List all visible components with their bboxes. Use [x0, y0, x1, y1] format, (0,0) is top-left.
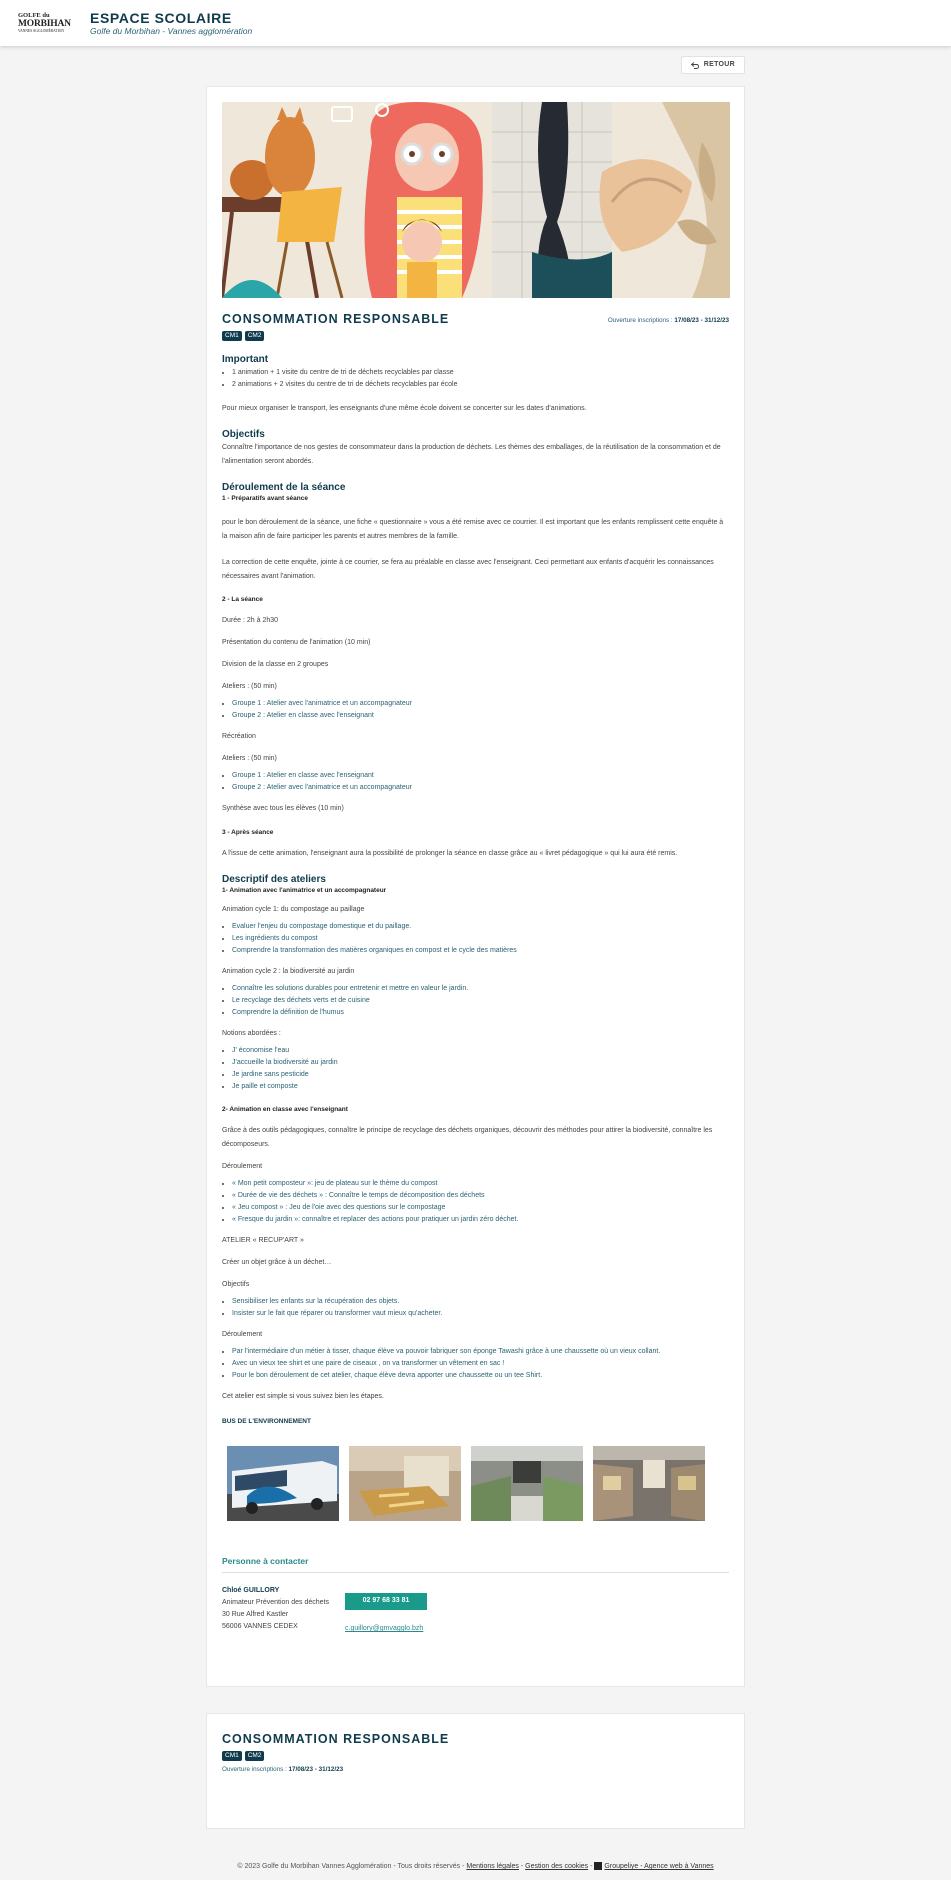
deroulement-list-2	[222, 1346, 729, 1382]
list-item: • Groupe 1 : Atelier avec l'animatrice et un accompagnateur	[232, 698, 729, 710]
list-item: • Je paille et composte	[232, 1081, 729, 1093]
step3-paragraph: A l'issue de cette animation, l'enseignant aura la possibilité de prolonger la séance en classe grâce au « livret pédagogique » qui lui aura été remis.	[222, 849, 678, 857]
logo-line-1: GOLFE du	[18, 11, 50, 19]
recup-title: ATELIER « RECUP'ART »	[222, 1237, 304, 1245]
list-item: • Les ingrédients du compost	[232, 933, 729, 945]
bus-title: BUS DE L'ENVIRONNEMENT	[222, 1418, 311, 1426]
agency-link[interactable]: Groupeliye - Agence web à Vannes	[604, 1863, 714, 1870]
list-item: • Evaluer l'enjeu du compostage domestique et du paillage.	[232, 921, 729, 933]
part1-title: 1- Animation avec l'animatrice et un accompagnateur	[222, 886, 387, 894]
list-item: • Je jardine sans pesticide	[232, 1069, 729, 1081]
bus-photo-interior-2[interactable]	[471, 1446, 583, 1521]
step1-paragraph-1: pour le bon déroulement de la séance, une fiche « questionnaire » vous a été remise avec ce courrier. Il est important que les enfants remplissent cette enquête à la maison afin de faire participer les parents et autres membres de la famille.	[222, 518, 724, 540]
descriptif-heading: Descriptif des ateliers	[222, 873, 326, 885]
ateliers-label-2: Ateliers : (50 min)	[222, 754, 277, 762]
mentions-legales-link[interactable]: Mentions légales	[466, 1863, 519, 1870]
ateliers-list-2	[222, 770, 729, 794]
step1-paragraph-2: La correction de cette enquête, jointe à ce courrier, se fera au préalable en classe avec l'enseignant. Ceci permettant aux enfants d'acquérir les connaissances nécessaires avant l'animation.	[222, 558, 714, 580]
level-tags	[222, 331, 449, 341]
tag-cm2: CM2	[245, 331, 265, 341]
contact-city: 56006 VANNES CEDEX	[222, 1623, 298, 1630]
retour-row	[0, 46, 951, 76]
cycle1-label: Animation cycle 1: du compostage au paillage	[222, 906, 365, 914]
list-item: • J' économise l'eau	[232, 1045, 729, 1057]
bus-photo-gallery	[222, 1446, 729, 1521]
objectifs-label: Objectifs	[222, 1281, 250, 1289]
ateliers-label-1: Ateliers : (50 min)	[222, 682, 277, 690]
list-item: • Comprendre la transformation des matières organiques en compost et le cycle des matières	[232, 945, 729, 957]
summary-title: CONSOMMATION RESPONSABLE	[222, 1732, 450, 1746]
cycle2-label: Animation cycle 2 : la biodiversité au jardin	[222, 968, 355, 976]
summary-registration-dates	[222, 1765, 729, 1774]
dates-value: 17/08/23 - 31/12/23	[674, 317, 729, 324]
notions-list	[222, 1045, 729, 1093]
hero-illustration	[222, 102, 730, 298]
list-item: • Pour le bon déroulement de cet atelier, chaque élève devra apporter une chaussette ou un tee Shirt.	[232, 1370, 729, 1382]
tag-cm1: CM1	[222, 331, 242, 341]
list-item: • Groupe 2 : Atelier avec l'animatrice et un accompagnateur	[232, 782, 729, 794]
list-item: • « Fresque du jardin »: connaître et replacer des actions pour pratiquer un jardin zéro déchet.	[232, 1214, 729, 1226]
cycle2-list	[222, 983, 729, 1019]
footer-separator: -	[588, 1863, 595, 1870]
summary-level-tags	[222, 1751, 729, 1761]
retour-label: RETOUR	[703, 60, 735, 68]
agency-logo-icon	[594, 1862, 602, 1870]
top-bar	[0, 0, 951, 46]
tag-cm1: CM1	[222, 1751, 242, 1761]
tag-cm2: CM2	[245, 1751, 265, 1761]
back-arrow-icon	[691, 62, 699, 69]
transport-note: Pour mieux organiser le transport, les enseignants d'une même école doivent se concerter sur les dates d'animations.	[222, 404, 587, 412]
objectifs-heading: Objectifs	[222, 428, 265, 440]
division: Division de la classe en 2 groupes	[222, 660, 329, 668]
site-subtitle: Golfe du Morbihan - Vannes agglomération	[90, 25, 253, 36]
part2-paragraph: Grâce à des outils pédagogiques, connaître le principe de recyclage des déchets organiques, découvrir des méthodes pour attirer la biodiversité, connaître les décomposeurs.	[222, 1127, 713, 1149]
contact-name: Chloé GUILLORY	[222, 1587, 280, 1594]
objectifs-text: Connaître l'importance de nos gestes de consommateur dans la production de déchets. Les thèmes des emballages, de la réutilisation de la consommation et de l'alimentation seront abordés.	[222, 443, 721, 465]
contact-block	[222, 1585, 729, 1635]
dates-label: Ouverture inscriptions :	[222, 1765, 289, 1773]
part2-title: 2- Animation en classe avec l'enseignant	[222, 1106, 348, 1114]
deroulement-heading: Déroulement de la séance	[222, 481, 346, 493]
cycle1-list	[222, 921, 729, 957]
list-item: • Groupe 2 : Atelier en classe avec l'enseignant	[232, 710, 729, 722]
logo-mark-icon	[74, 12, 77, 34]
footer	[0, 1862, 951, 1873]
deroulement-list	[222, 1178, 729, 1226]
duree: Durée : 2h à 2h30	[222, 616, 279, 624]
activity-title: CONSOMMATION RESPONSABLE	[222, 312, 450, 326]
site-title[interactable]: ESPACE SCOLAIRE	[90, 9, 232, 26]
list-item: • Par l'intermédiaire d'un métier à tisser, chaque élève va pouvoir fabriquer son éponge Tawashi grâce à une chaussette où un vieux collant.	[232, 1346, 729, 1358]
ateliers-list-1	[222, 698, 729, 722]
retour-button[interactable]	[681, 56, 745, 74]
list-item: • « Durée de vie des déchets » : Connaître le temps de décomposition des déchets	[232, 1190, 729, 1202]
step1-title: 1 - Préparatifs avant séance	[222, 494, 308, 502]
list-item: • Insister sur le fait que réparer ou transformer vaut mieux qu'acheter.	[232, 1308, 729, 1320]
important-heading: Important	[222, 353, 269, 365]
deroulement-label-2: Déroulement	[222, 1331, 263, 1339]
registration-dates	[608, 316, 729, 325]
step3-title: 3 - Après séance	[222, 828, 274, 836]
list-item: • 2 animations + 2 visites du centre de tri de déchets recyclables par école	[232, 379, 729, 391]
activity-title-row	[222, 310, 729, 341]
logo-line-2: MORBIHAN	[18, 18, 71, 29]
list-item: • Avec un vieux tee shirt et une paire de ciseaux , on va transformer un vêtement en sac !	[232, 1358, 729, 1370]
final-note: Cet atelier est simple si vous suivez bien les étapes.	[222, 1393, 384, 1401]
email-link[interactable]: c.guillory@gmvagglo.bzh	[345, 1625, 424, 1632]
list-item: • Connaître les solutions durables pour entretenir et mettre en valeur le jardin.	[232, 983, 729, 995]
brand	[90, 10, 252, 37]
dates-value: 17/08/23 - 31/12/23	[288, 1765, 344, 1773]
bus-photo-exterior[interactable]	[227, 1446, 339, 1521]
deroulement-label: Déroulement	[222, 1163, 263, 1171]
contact-actions	[345, 1585, 427, 1635]
bus-photo-interior-1[interactable]	[349, 1446, 461, 1521]
activity-card-summary[interactable]	[206, 1713, 745, 1829]
important-list	[222, 367, 729, 391]
recreation: Récréation	[222, 732, 256, 740]
contact-details	[222, 1585, 345, 1635]
synthese: Synthèse avec tous les élèves (10 min)	[222, 804, 344, 812]
logo-text	[18, 13, 71, 34]
list-item: • Le recyclage des déchets verts et de cuisine	[232, 995, 729, 1007]
step2-title: 2 - La séance	[222, 595, 263, 603]
contact-role: Animateur Prévention des déchets	[222, 1599, 330, 1606]
list-item: • « Mon petit composteur »: jeu de plateau sur le thème du compost	[232, 1178, 729, 1190]
logo[interactable]	[18, 8, 76, 38]
presentation: Présentation du contenu de l'animation (10 min)	[222, 638, 371, 646]
contact-address: 30 Rue Alfred Kastler	[222, 1611, 289, 1618]
objectifs-list	[222, 1296, 729, 1320]
contact-heading: Personne à contacter	[222, 1555, 729, 1573]
phone-button[interactable]: 02 97 68 33 81	[345, 1593, 427, 1610]
bus-photo-interior-3[interactable]	[593, 1446, 705, 1521]
dates-label: Ouverture inscriptions :	[607, 317, 675, 324]
list-item: • « Jeu compost » : Jeu de l'oie avec des questions sur le compostage	[232, 1202, 729, 1214]
activity-card	[206, 86, 745, 1687]
list-item: • 1 animation + 1 visite du centre de tri de déchets recyclables par classe	[232, 367, 729, 379]
logo-line-3: VANNES AGGLOMÉRATION	[18, 28, 64, 33]
footer-separator: -	[518, 1863, 526, 1870]
list-item: • J'accueille la biodiversité au jardin	[232, 1057, 729, 1069]
notions-label: Notions abordées :	[222, 1030, 281, 1038]
list-item: • Groupe 1 : Atelier en classe avec l'enseignant	[232, 770, 729, 782]
list-item: • Sensibiliser les enfants sur la récupération des objets.	[232, 1296, 729, 1308]
footer-copyright: © 2023 Golfe du Morbihan Vannes Agglomération - Tous droits réservés -	[237, 1863, 467, 1870]
recup-paragraph: Créer un objet grâce à un déchet…	[222, 1259, 332, 1267]
list-item: • Comprendre la définition de l'humus	[232, 1007, 729, 1019]
cookies-link[interactable]: Gestion des cookies	[525, 1863, 589, 1870]
